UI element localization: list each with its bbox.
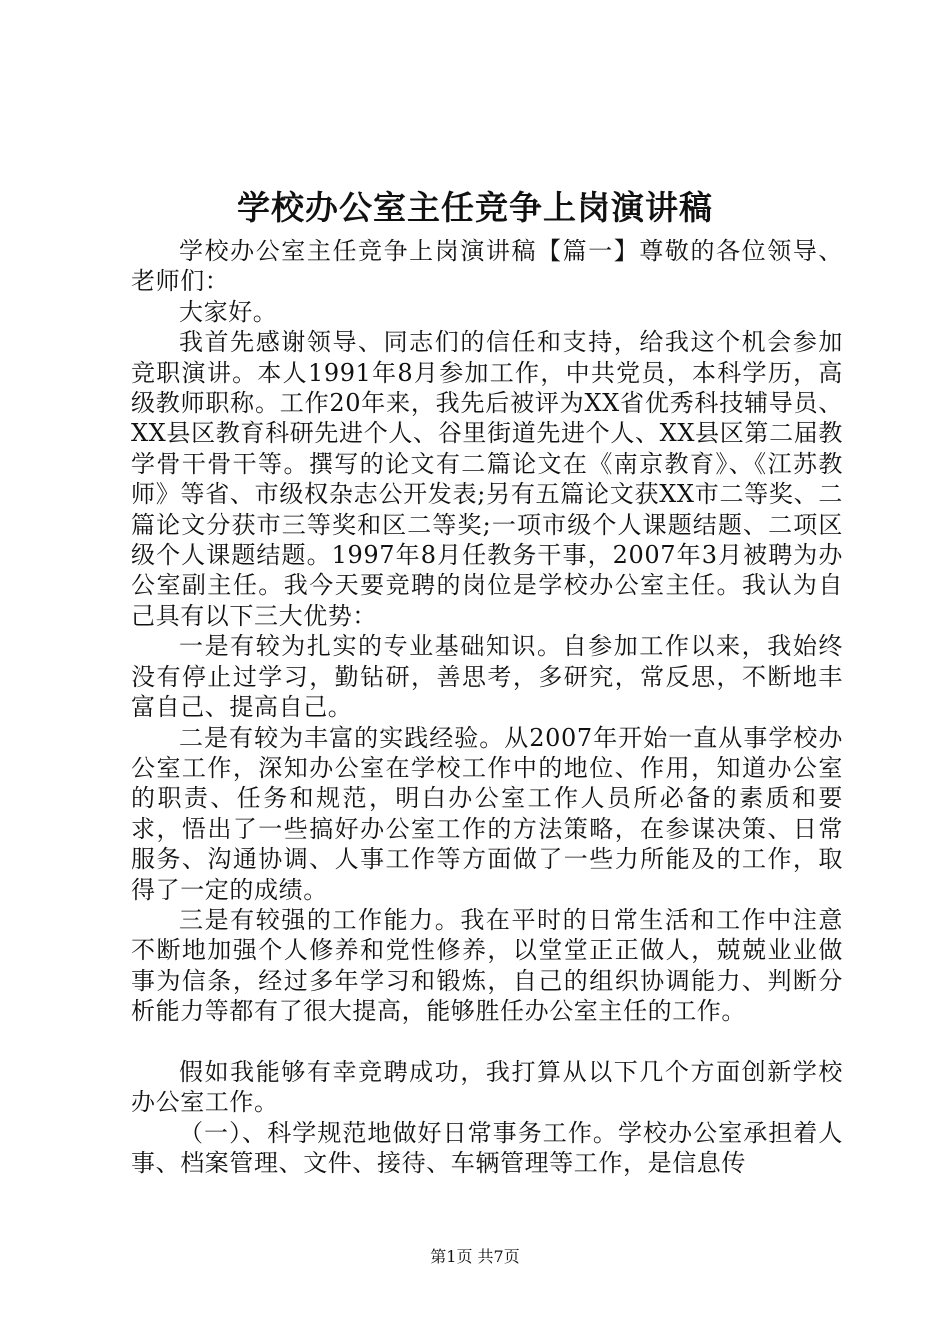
document-title: 学校办公室主任竞争上岗演讲稿 bbox=[237, 188, 713, 227]
paragraph-advantage-three: 三是有较强的工作能力。我在平时的日常生活和工作中注意不断地加强个人修养和党性修养，以堂堂正正做人，兢兢业业做事为信条，经过多年学习和锻炼，自己的组织协调能力、判断分析能力等都有了很大提高，能够胜任办公室主任的工作。 bbox=[131, 905, 843, 1026]
paragraph-advantage-one: 一是有较为扎实的专业基础知识。自参加工作以来，我始终没有停止过学习，勤钻研，善思考，多研究，常反思，不断地丰富自己、提高自己。 bbox=[131, 632, 843, 722]
paragraph-hello: 大家好。 bbox=[179, 297, 278, 326]
paragraph-plan: 假如我能够有幸竞聘成功，我打算从以下几个方面创新学校办公室工作。 bbox=[131, 1057, 843, 1117]
paragraph-advantage-two: 二是有较为丰富的实践经验。从2007年开始一直从事学校办公室工作，深知办公室在学校工作中的地位、作用，知道办公室的职责、任务和规范，明白办公室工作人员所必备的素质和要求，悟出了一些搞好办公室工作的方法策略，在参谋决策、日常服务、沟通协调、人事工作等方面做了一些力所能及的工作，取得了一定的成绩。 bbox=[131, 723, 843, 904]
paragraph-introduction: 我首先感谢领导、同志们的信任和支持，给我这个机会参加竞职演讲。本人1991年8月参加工作，中共党员，本科学历，高级教师职称。工作20年来，我先后被评为XX省优秀科技辅导员、XX县区教育科研先进个人、谷里街道先进个人、XX县区第二届教学骨干骨干等。撰写的论文有二篇论文在《南京教育》、《江苏教师》等省、市级权杂志公开发表;另有五篇论文获XX市二等奖、二篇论文分获市三等奖和区二等奖;一项市级个人课题结题、二项区级个人课题结题。1997年8月任教务干事，2007年3月被聘为办公室副主任。我今天要竞聘的岗位是学校办公室主任。我认为自己具有以下三大优势： bbox=[131, 328, 843, 630]
page-indicator: 第1页 共7页 bbox=[430, 1247, 520, 1266]
paragraph-plan-item-one: （一）、科学规范地做好日常事务工作。学校办公室承担着人事、档案管理、文件、接待、车辆管理等工作，是信息传 bbox=[131, 1118, 843, 1178]
paragraph-greeting: 学校办公室主任竞争上岗演讲稿【篇一】尊敬的各位领导、老师们： bbox=[131, 237, 843, 296]
document-body bbox=[131, 236, 843, 1179]
blank-line bbox=[131, 1027, 843, 1057]
